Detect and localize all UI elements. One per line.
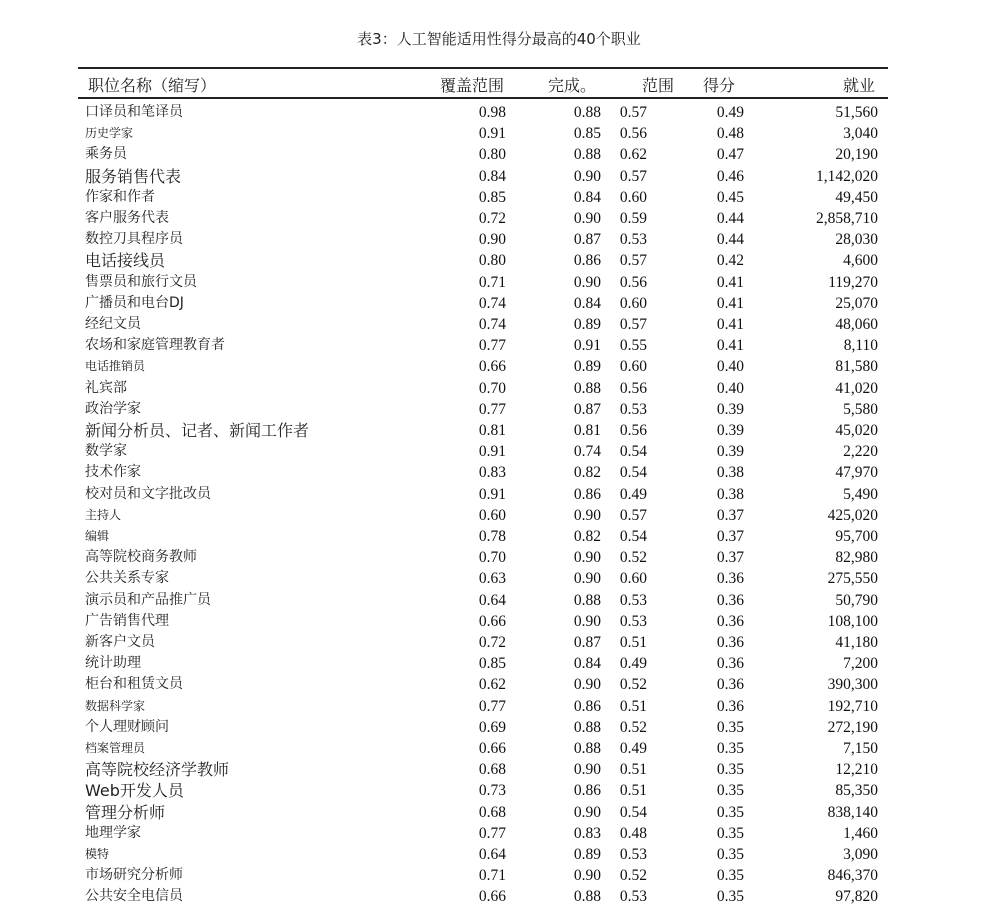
cell-scope: 0.51 — [619, 634, 647, 651]
table-row — [0, 865, 998, 886]
table-row — [0, 547, 998, 568]
cell-completion: 0.86 — [573, 782, 601, 800]
cell-coverage: 0.80 — [478, 252, 506, 270]
table-row — [0, 823, 998, 844]
cell-scope: 0.53 — [619, 846, 647, 863]
cell-name: 高等院校商务教师 — [85, 549, 197, 566]
cell-score: 0.36 — [716, 655, 744, 673]
cell-completion: 0.87 — [573, 231, 601, 249]
cell-completion: 0.84 — [573, 294, 601, 312]
table-row — [0, 441, 998, 462]
cell-completion: 0.91 — [573, 337, 601, 355]
cell-scope: 0.56 — [619, 422, 647, 439]
cell-name: 电话推销员 — [85, 359, 146, 374]
cell-name: 乘务员 — [85, 146, 127, 163]
cell-coverage: 0.77 — [478, 400, 506, 418]
cell-employment: 12,210 — [835, 761, 878, 779]
cell-completion: 0.81 — [573, 422, 601, 439]
cell-coverage: 0.73 — [478, 782, 506, 800]
cell-employment: 838,140 — [827, 803, 878, 821]
table-row — [0, 844, 998, 865]
cell-scope: 0.51 — [619, 761, 647, 779]
cell-scope: 0.56 — [619, 125, 647, 143]
cell-score: 0.37 — [716, 506, 744, 524]
cell-name: 服务销售代表 — [85, 166, 182, 186]
cell-coverage: 0.91 — [478, 125, 506, 143]
cell-score: 0.39 — [716, 422, 744, 439]
cell-scope: 0.53 — [619, 612, 647, 630]
cell-scope: 0.60 — [619, 358, 647, 376]
cell-coverage: 0.72 — [478, 210, 506, 227]
cell-score: 0.49 — [716, 104, 744, 121]
cell-completion: 0.89 — [573, 316, 601, 333]
cell-name: 历史学家 — [85, 126, 134, 141]
cell-completion: 0.88 — [573, 379, 601, 397]
cell-completion: 0.90 — [573, 273, 601, 291]
cell-name: 售票员和旅行文员 — [85, 273, 197, 290]
cell-completion: 0.87 — [573, 634, 601, 651]
table-row — [0, 802, 998, 823]
table-row — [0, 293, 998, 314]
cell-name: 演示员和产品推广员 — [85, 591, 211, 608]
table-row — [0, 272, 998, 293]
cell-scope: 0.57 — [619, 316, 647, 333]
cell-score: 0.36 — [716, 676, 744, 694]
table-row — [0, 484, 998, 505]
cell-name: 政治学家 — [85, 400, 141, 417]
table-row — [0, 505, 998, 526]
cell-score: 0.40 — [716, 358, 744, 376]
cell-scope: 0.51 — [619, 782, 647, 800]
cell-score: 0.35 — [716, 718, 744, 736]
cell-completion: 0.88 — [573, 146, 601, 164]
table-row — [0, 356, 998, 377]
cell-completion: 0.84 — [573, 188, 601, 206]
cell-employment: 425,020 — [827, 506, 878, 524]
cell-employment: 1,142,020 — [816, 167, 878, 185]
table-row — [0, 738, 998, 759]
table-top-rule — [78, 67, 888, 69]
header-completion: 完成。 — [548, 76, 597, 95]
table-row — [0, 187, 998, 208]
cell-coverage: 0.90 — [478, 231, 506, 249]
cell-scope: 0.60 — [619, 188, 647, 206]
cell-score: 0.35 — [716, 888, 744, 906]
cell-employment: 108,100 — [827, 612, 878, 630]
cell-name: 新客户文员 — [85, 634, 155, 650]
cell-completion: 0.89 — [573, 358, 601, 376]
cell-name: 作家和作者 — [85, 188, 155, 205]
cell-coverage: 0.66 — [478, 612, 506, 630]
header-name: 职位名称（缩写） — [88, 76, 217, 95]
cell-employment: 1,460 — [843, 824, 878, 842]
cell-name: 广播员和电台DJ — [85, 294, 184, 311]
table-row — [0, 314, 998, 335]
cell-score: 0.35 — [716, 782, 744, 800]
cell-scope: 0.53 — [619, 888, 647, 906]
cell-name: 经纪文员 — [85, 316, 141, 332]
cell-coverage: 0.78 — [478, 528, 506, 545]
cell-employment: 41,180 — [835, 634, 878, 651]
cell-score: 0.41 — [716, 273, 744, 291]
cell-name: Web开发人员 — [85, 781, 184, 801]
cell-coverage: 0.66 — [478, 740, 506, 757]
cell-score: 0.41 — [716, 294, 744, 312]
cell-employment: 5,490 — [843, 485, 878, 503]
cell-coverage: 0.66 — [478, 888, 506, 906]
cell-completion: 0.90 — [573, 570, 601, 588]
cell-name: 校对员和文字批改员 — [85, 485, 211, 502]
cell-score: 0.37 — [716, 549, 744, 567]
cell-employment: 20,190 — [835, 146, 878, 164]
cell-scope: 0.53 — [619, 231, 647, 249]
cell-score: 0.35 — [716, 803, 744, 821]
header-coverage: 覆盖范围 — [440, 76, 505, 95]
cell-coverage: 0.71 — [478, 867, 506, 885]
cell-name: 模特 — [85, 847, 110, 861]
cell-coverage: 0.70 — [478, 549, 506, 567]
cell-employment: 2,220 — [843, 443, 878, 461]
cell-coverage: 0.66 — [478, 358, 506, 376]
cell-completion: 0.88 — [573, 591, 601, 609]
cell-name: 口译员和笔译员 — [85, 104, 183, 120]
cell-scope: 0.57 — [619, 506, 647, 524]
cell-name: 新闻分析员、记者、新闻工作者 — [85, 421, 310, 440]
table-row — [0, 102, 998, 123]
cell-coverage: 0.83 — [478, 464, 506, 482]
cell-score: 0.35 — [716, 761, 744, 779]
table-row — [0, 399, 998, 420]
cell-score: 0.42 — [716, 252, 744, 270]
cell-score: 0.41 — [716, 337, 744, 355]
table-row — [0, 420, 998, 441]
table-row — [0, 229, 998, 250]
cell-name: 礼宾部 — [85, 379, 127, 396]
cell-name: 管理分析师 — [85, 802, 166, 822]
cell-employment: 82,980 — [835, 549, 878, 567]
table-row — [0, 590, 998, 611]
cell-score: 0.36 — [716, 591, 744, 609]
cell-scope: 0.52 — [619, 676, 647, 694]
cell-coverage: 0.85 — [478, 655, 506, 673]
cell-score: 0.46 — [716, 167, 744, 185]
table-row — [0, 611, 998, 632]
cell-employment: 8,110 — [843, 337, 878, 355]
cell-coverage: 0.60 — [478, 506, 506, 524]
table-row — [0, 526, 998, 547]
cell-employment: 2,858,710 — [816, 210, 878, 227]
cell-completion: 0.83 — [573, 824, 601, 842]
cell-score: 0.39 — [716, 443, 744, 461]
cell-employment: 7,150 — [843, 740, 878, 757]
cell-coverage: 0.74 — [478, 294, 506, 312]
cell-employment: 119,270 — [828, 273, 878, 291]
cell-completion: 0.90 — [573, 761, 601, 779]
cell-name: 地理学家 — [85, 824, 141, 841]
cell-scope: 0.49 — [619, 485, 647, 503]
table-row — [0, 717, 998, 738]
cell-score: 0.44 — [716, 210, 744, 227]
cell-coverage: 0.68 — [478, 761, 506, 779]
cell-completion: 0.90 — [573, 803, 601, 821]
cell-score: 0.35 — [716, 846, 744, 863]
cell-score: 0.47 — [716, 146, 744, 164]
cell-name: 广告销售代理 — [85, 612, 169, 629]
cell-name: 个人理财顾问 — [85, 718, 169, 735]
cell-scope: 0.48 — [619, 824, 647, 842]
cell-coverage: 0.70 — [478, 379, 506, 397]
cell-score: 0.48 — [716, 125, 744, 143]
cell-scope: 0.51 — [619, 697, 647, 715]
cell-score: 0.38 — [716, 464, 744, 482]
cell-scope: 0.56 — [619, 273, 647, 291]
cell-scope: 0.57 — [619, 104, 647, 121]
table-row — [0, 250, 998, 271]
cell-completion: 0.90 — [573, 210, 601, 227]
header-employment: 就业 — [843, 76, 876, 95]
cell-completion: 0.86 — [573, 697, 601, 715]
cell-completion: 0.90 — [573, 612, 601, 630]
cell-scope: 0.52 — [619, 867, 647, 885]
cell-scope: 0.62 — [619, 146, 647, 164]
cell-scope: 0.56 — [619, 379, 647, 397]
cell-employment: 7,200 — [843, 655, 878, 673]
cell-name: 电话接线员 — [85, 251, 166, 271]
table-row — [0, 759, 998, 780]
cell-completion: 0.85 — [573, 125, 601, 143]
cell-completion: 0.88 — [573, 104, 601, 121]
cell-employment: 3,040 — [843, 125, 878, 143]
cell-scope: 0.57 — [619, 252, 647, 270]
cell-name: 技术作家 — [85, 464, 141, 481]
cell-completion: 0.90 — [573, 549, 601, 567]
cell-completion: 0.90 — [573, 506, 601, 524]
cell-employment: 275,550 — [827, 570, 878, 588]
cell-completion: 0.74 — [573, 443, 601, 461]
cell-coverage: 0.98 — [478, 104, 506, 121]
cell-employment: 49,450 — [835, 188, 878, 206]
cell-employment: 192,710 — [827, 697, 878, 715]
cell-completion: 0.90 — [573, 676, 601, 694]
cell-coverage: 0.69 — [478, 718, 506, 736]
cell-coverage: 0.91 — [478, 485, 506, 503]
cell-score: 0.35 — [716, 824, 744, 842]
table-row — [0, 166, 998, 187]
cell-coverage: 0.81 — [478, 422, 506, 439]
cell-completion: 0.88 — [573, 740, 601, 757]
table-row — [0, 696, 998, 717]
cell-employment: 4,600 — [843, 252, 878, 270]
cell-employment: 50,790 — [835, 591, 878, 609]
table-row — [0, 123, 998, 144]
cell-completion: 0.88 — [573, 718, 601, 736]
cell-employment: 97,820 — [835, 888, 878, 906]
cell-coverage: 0.85 — [478, 188, 506, 206]
cell-score: 0.35 — [716, 867, 744, 885]
cell-coverage: 0.80 — [478, 146, 506, 164]
cell-name: 档案管理员 — [85, 741, 146, 755]
cell-completion: 0.86 — [573, 252, 601, 270]
cell-employment: 390,300 — [827, 676, 878, 694]
cell-coverage: 0.64 — [478, 591, 506, 609]
cell-employment: 25,070 — [835, 294, 878, 312]
cell-scope: 0.60 — [619, 294, 647, 312]
cell-employment: 85,350 — [835, 782, 878, 800]
cell-name: 统计助理 — [85, 655, 141, 672]
cell-score: 0.39 — [716, 400, 744, 418]
cell-employment: 51,560 — [835, 104, 878, 121]
cell-name: 主持人 — [85, 507, 122, 522]
cell-name: 公共安全电信员 — [85, 888, 183, 905]
cell-employment: 47,970 — [835, 464, 878, 482]
cell-scope: 0.60 — [619, 570, 647, 588]
cell-employment: 5,580 — [843, 400, 878, 418]
cell-name: 数控刀具程序员 — [85, 231, 183, 248]
cell-employment: 81,580 — [835, 358, 878, 376]
table-row — [0, 378, 998, 399]
cell-scope: 0.49 — [619, 655, 647, 673]
cell-completion: 0.88 — [573, 888, 601, 906]
table-row — [0, 208, 998, 229]
cell-score: 0.45 — [716, 188, 744, 206]
cell-coverage: 0.77 — [478, 697, 506, 715]
cell-scope: 0.53 — [619, 400, 647, 418]
cell-completion: 0.90 — [573, 167, 601, 185]
cell-name: 数学家 — [85, 443, 127, 460]
cell-coverage: 0.68 — [478, 803, 506, 821]
cell-coverage: 0.72 — [478, 634, 506, 651]
cell-scope: 0.54 — [619, 443, 647, 461]
cell-score: 0.36 — [716, 697, 744, 715]
header-rule — [78, 97, 888, 99]
cell-employment: 3,090 — [843, 846, 878, 863]
cell-name: 柜台和租赁文员 — [85, 676, 183, 693]
table-row — [0, 886, 998, 907]
cell-completion: 0.89 — [573, 846, 601, 863]
cell-name: 市场研究分析师 — [85, 867, 183, 884]
cell-scope: 0.54 — [619, 528, 647, 545]
cell-name: 高等院校经济学教师 — [85, 760, 230, 780]
cell-scope: 0.55 — [619, 337, 647, 355]
cell-completion: 0.90 — [573, 867, 601, 885]
cell-name: 编辑 — [85, 529, 110, 543]
cell-scope: 0.52 — [619, 549, 647, 567]
cell-employment: 45,020 — [835, 422, 878, 439]
cell-scope: 0.53 — [619, 591, 647, 609]
table-row — [0, 568, 998, 589]
table-row — [0, 632, 998, 653]
cell-coverage: 0.74 — [478, 316, 506, 333]
cell-coverage: 0.91 — [478, 443, 506, 461]
cell-score: 0.38 — [716, 485, 744, 503]
cell-score: 0.41 — [716, 316, 744, 333]
cell-employment: 48,060 — [835, 316, 878, 333]
header-scope: 范围 — [642, 76, 675, 95]
cell-score: 0.35 — [716, 740, 744, 757]
cell-name: 农场和家庭管理教育者 — [85, 337, 225, 354]
cell-employment: 272,190 — [827, 718, 878, 736]
cell-scope: 0.54 — [619, 803, 647, 821]
table-row — [0, 674, 998, 695]
cell-employment: 846,370 — [827, 867, 878, 885]
cell-completion: 0.86 — [573, 485, 601, 503]
cell-score: 0.36 — [716, 634, 744, 651]
cell-name: 数据科学家 — [85, 698, 146, 713]
cell-completion: 0.84 — [573, 655, 601, 673]
cell-score: 0.36 — [716, 612, 744, 630]
cell-coverage: 0.71 — [478, 273, 506, 291]
cell-completion: 0.87 — [573, 400, 601, 418]
table-row — [0, 144, 998, 165]
cell-score: 0.36 — [716, 570, 744, 588]
cell-employment: 41,020 — [835, 379, 878, 397]
cell-scope: 0.54 — [619, 464, 647, 482]
cell-coverage: 0.84 — [478, 167, 506, 185]
cell-scope: 0.59 — [619, 210, 647, 227]
cell-coverage: 0.77 — [478, 824, 506, 842]
cell-name: 公共关系专家 — [85, 570, 169, 587]
table-row — [0, 653, 998, 674]
cell-coverage: 0.64 — [478, 846, 506, 863]
table-title: 表3：人工智能适用性得分最高的40个职业 — [357, 30, 641, 48]
cell-employment: 95,700 — [835, 528, 878, 545]
cell-coverage: 0.62 — [478, 676, 506, 694]
cell-coverage: 0.77 — [478, 337, 506, 355]
cell-scope: 0.52 — [619, 718, 647, 736]
table-row — [0, 462, 998, 483]
table-row — [0, 780, 998, 801]
cell-score: 0.40 — [716, 379, 744, 397]
cell-coverage: 0.63 — [478, 570, 506, 588]
cell-completion: 0.82 — [573, 464, 601, 482]
header-score: 得分 — [703, 76, 736, 95]
cell-completion: 0.82 — [573, 528, 601, 545]
cell-scope: 0.49 — [619, 740, 647, 757]
cell-score: 0.37 — [716, 528, 744, 545]
table-row — [0, 335, 998, 356]
cell-name: 客户服务代表 — [85, 210, 169, 226]
cell-employment: 28,030 — [835, 231, 878, 249]
cell-score: 0.44 — [716, 231, 744, 249]
cell-scope: 0.57 — [619, 167, 647, 185]
